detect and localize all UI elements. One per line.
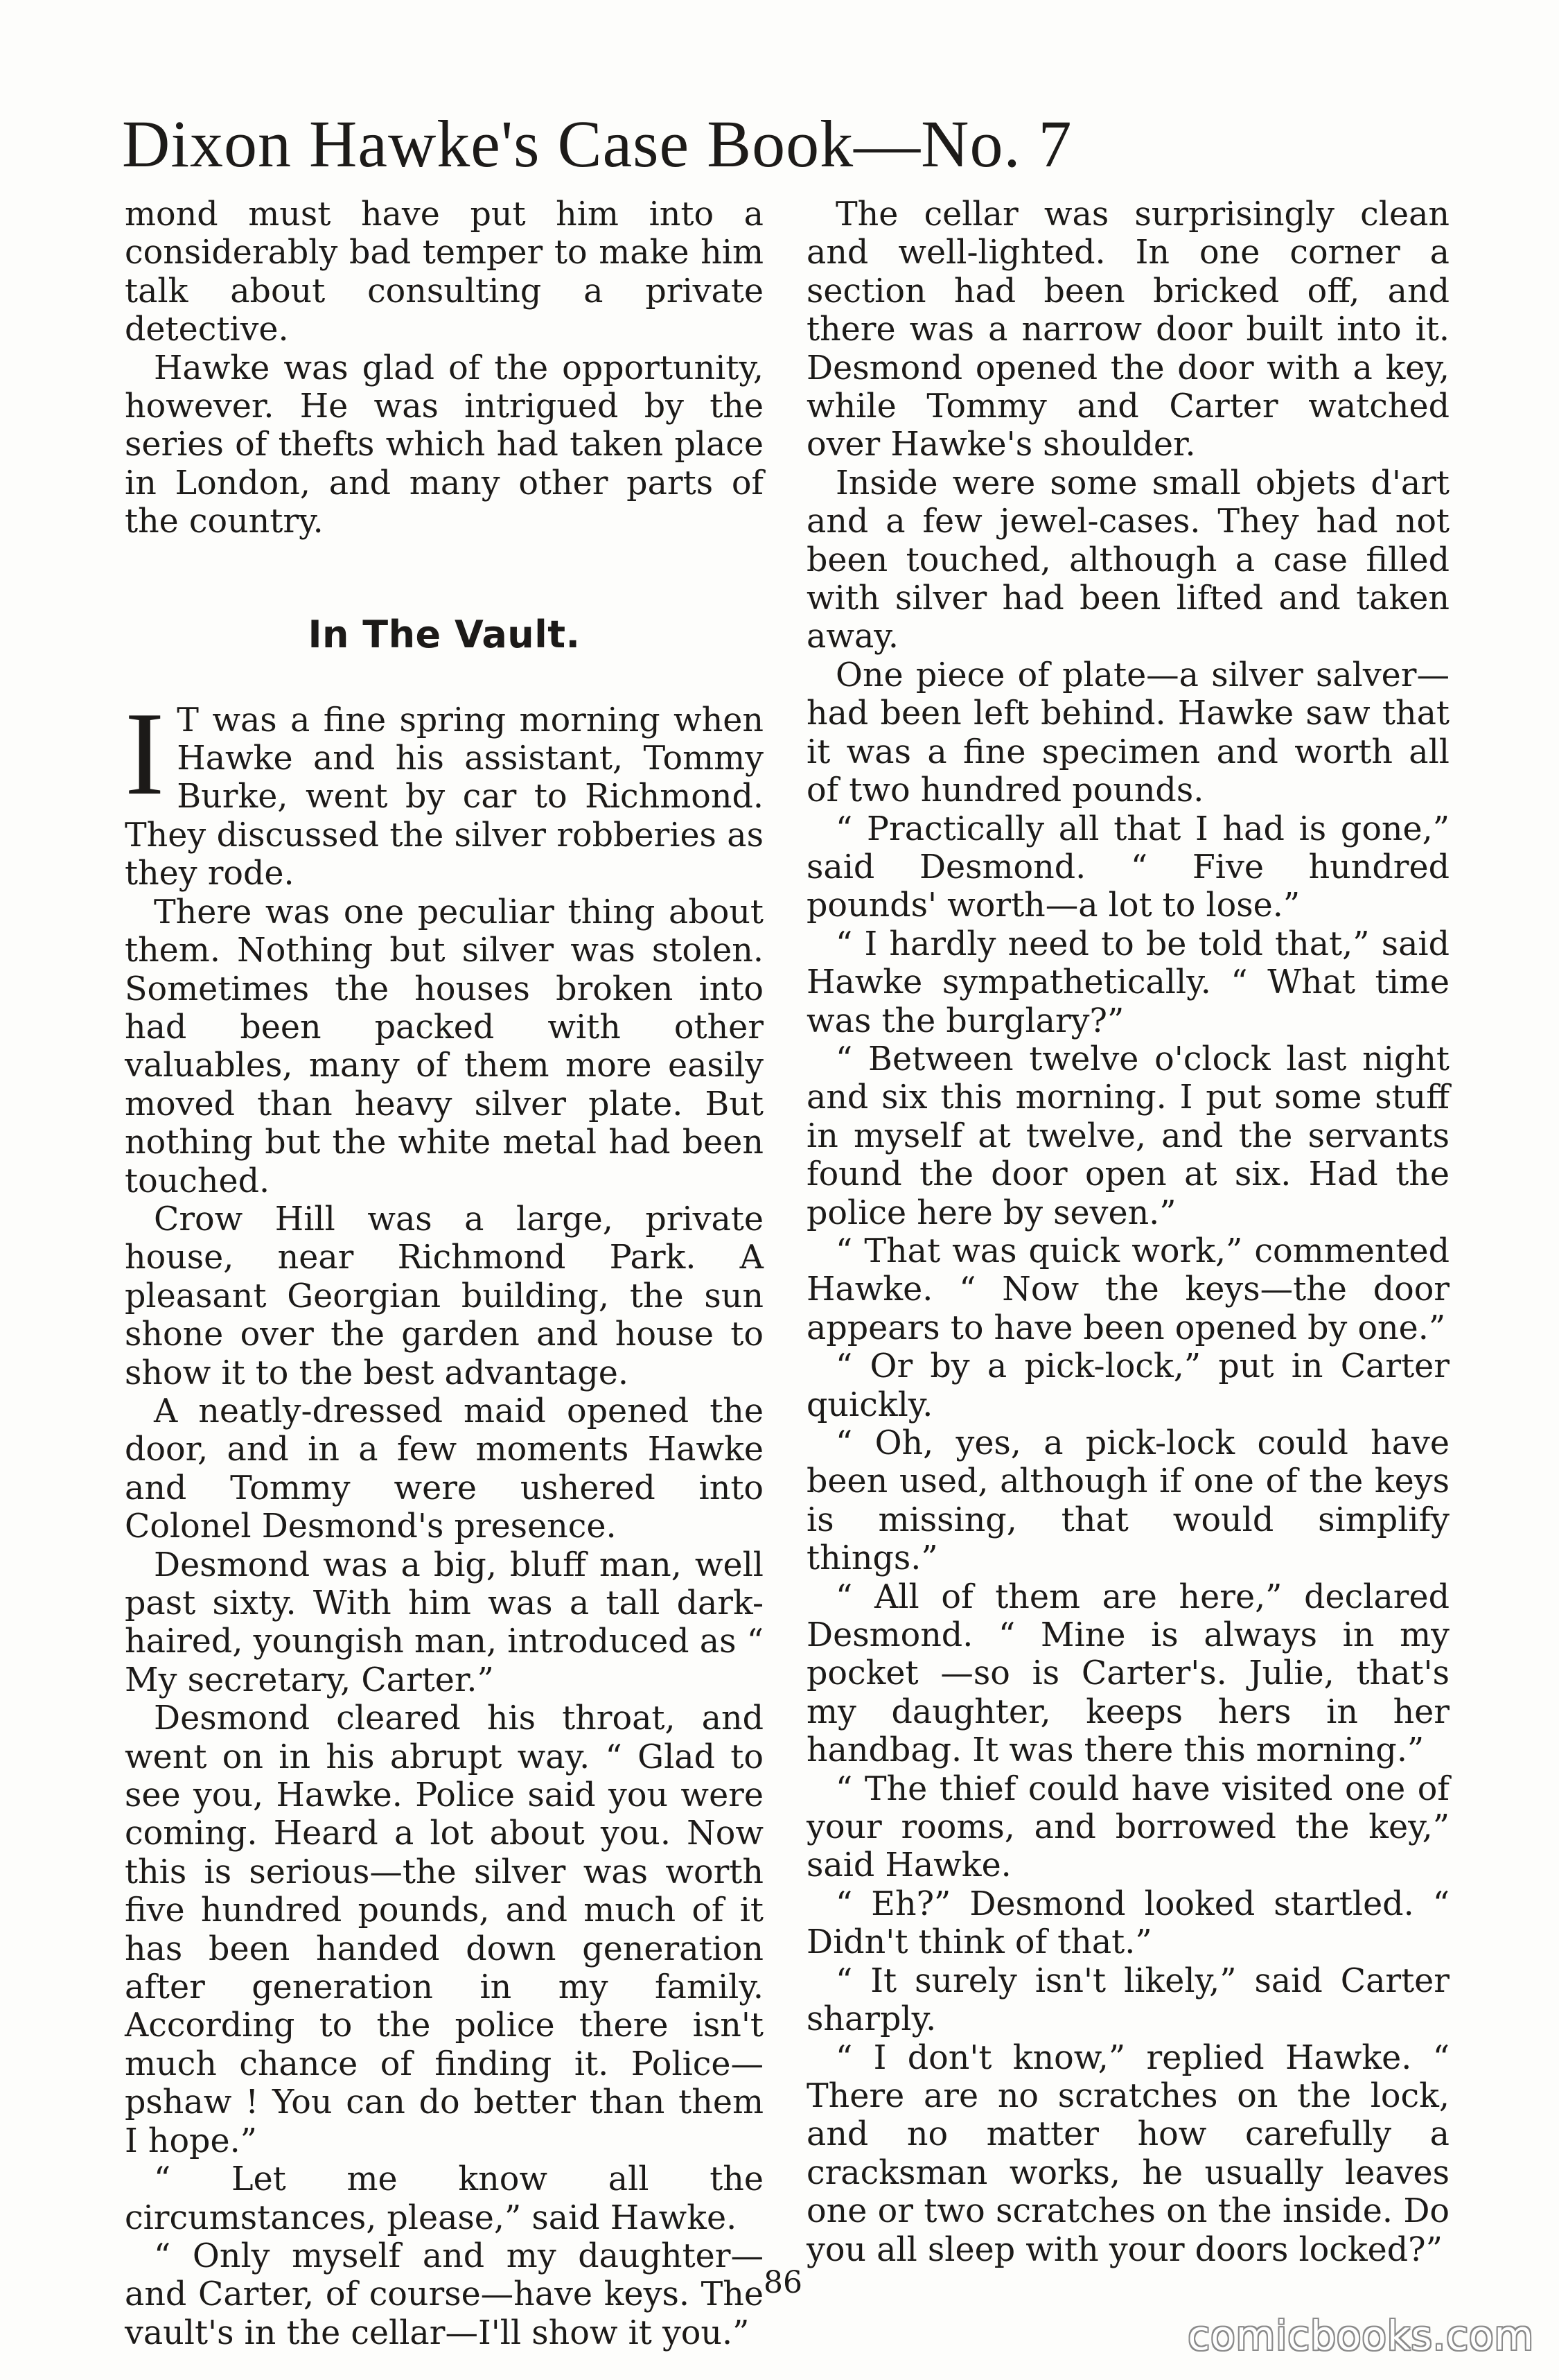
section-heading: In The Vault. — [308, 612, 581, 656]
paragraph: “ Practically all that I had is gone,” said Desmond. “ Five hundred pounds' worth—a lot to lose.” — [807, 810, 1450, 925]
paragraph: “ The thief could have visited one of your rooms, and borrowed the key,” said Hawke. — [807, 1769, 1450, 1885]
paragraph: “ All of them are here,” declared Desmond. “ Mine is always in my pocket —so is Carter's. Julie, that's my daughter, keeps hers in her handbag. It was there this morning.” — [807, 1577, 1450, 1770]
right-column — [807, 195, 1450, 2269]
paragraph: “ Between twelve o'clock last night and six this morning. I put some stuff in myself at twelve, and the servants found the door open at six. Had the police here by seven.” — [807, 1040, 1450, 1232]
paragraph: Desmond was a big, bluff man, well past sixty. With him was a tall dark-haired, youngish man, introduced as “ My secretary, Carter.” — [125, 1546, 764, 1699]
page-number: 86 — [764, 2265, 802, 2300]
paragraph: “ Oh, yes, a pick-lock could have been used, although if one of the keys is missing, that would simplify things.” — [807, 1424, 1450, 1578]
paragraph: “ I hardly need to be told that,” said Hawke sympathetically. “ What time was the burglary?” — [807, 925, 1450, 1040]
paragraph: “ Only myself and my daughter—and Carter, of course—have keys. The vault's in the cellar—I'll show it you.” — [125, 2237, 764, 2352]
paragraph: The cellar was surprisingly clean and well-lighted. In one corner a section had been bricked off, and there was a narrow door built into it. Desmond opened the door with a key, while Tommy and Carter watched over Hawke's shoulder. — [807, 195, 1450, 464]
page-title: Dixon Hawke's Case Book—No. 7 — [122, 107, 1073, 181]
left-column — [125, 195, 764, 2352]
paragraph: Hawke was glad of the opportunity, however. He was intrigued by the series of thefts which had taken place in London, and many other parts of the country. — [125, 349, 764, 541]
paragraph: mond must have put him into a considerably bad temper to make him talk about consulting a private detective. — [125, 195, 764, 349]
paragraph: Crow Hill was a large, private house, near Richmond Park. A pleasant Georgian building, the sun shone over the garden and house to show it to the best advantage. — [125, 1200, 764, 1392]
paragraph: Inside were some small objets d'art and a few jewel-cases. They had not been touched, although a case filled with silver had been lifted and taken away. — [807, 464, 1450, 656]
paragraph: “ Or by a pick-lock,” put in Carter quickly. — [807, 1347, 1450, 1424]
site-watermark: comicbooks.com — [1188, 2312, 1534, 2359]
paragraph: “ That was quick work,” commented Hawke. “ Now the keys—the door appears to have been opened by one.” — [807, 1232, 1450, 1347]
paragraph: One piece of plate—a silver salver—had been left behind. Hawke saw that it was a fine specimen and worth all of two hundred pounds. — [807, 656, 1450, 810]
paragraph: There was one peculiar thing about them. Nothing but silver was stolen. Sometimes the houses broken into had been packed with other valuables, many of them more easily moved than heavy silver plate. But nothing but the white metal had been touched. — [125, 893, 764, 1200]
paragraph: Desmond cleared his throat, and went on in his abrupt way. “ Glad to see you, Hawke. Police said you were coming. Heard a lot about you. Now this is serious—the silver was worth five hundred pounds, and much of it has been handed down generation after generation in my family. According to the police there isn't much chance of finding it. Police—pshaw ! You can do better than them I hope.” — [125, 1699, 764, 2160]
paragraph: “ I don't know,” replied Hawke. “ There are no scratches on the lock, and no matter how carefully a cracksman works, he usually leaves one or two scratches on the inside. Do you all sleep with your doors locked?” — [807, 2038, 1450, 2269]
paragraph: “ Eh?” Desmond looked startled. “ Didn't think of that.” — [807, 1884, 1450, 1962]
opening-paragraph-text: T was a fine spring morning when Hawke and his assistant, Tommy Burke, went by car to Richmond. They discussed the silver robberies as they rode. — [125, 701, 764, 893]
paragraph: “ Let me know all the circumstances, please,” said Hawke. — [125, 2160, 764, 2237]
drop-cap: I — [125, 688, 165, 820]
opening-paragraph — [125, 688, 764, 893]
paragraph: A neatly-dressed maid opened the door, and in a few moments Hawke and Tommy were ushered into Colonel Desmond's presence. — [125, 1392, 764, 1546]
paragraph: “ It surely isn't likely,” said Carter sharply. — [807, 1961, 1450, 2039]
